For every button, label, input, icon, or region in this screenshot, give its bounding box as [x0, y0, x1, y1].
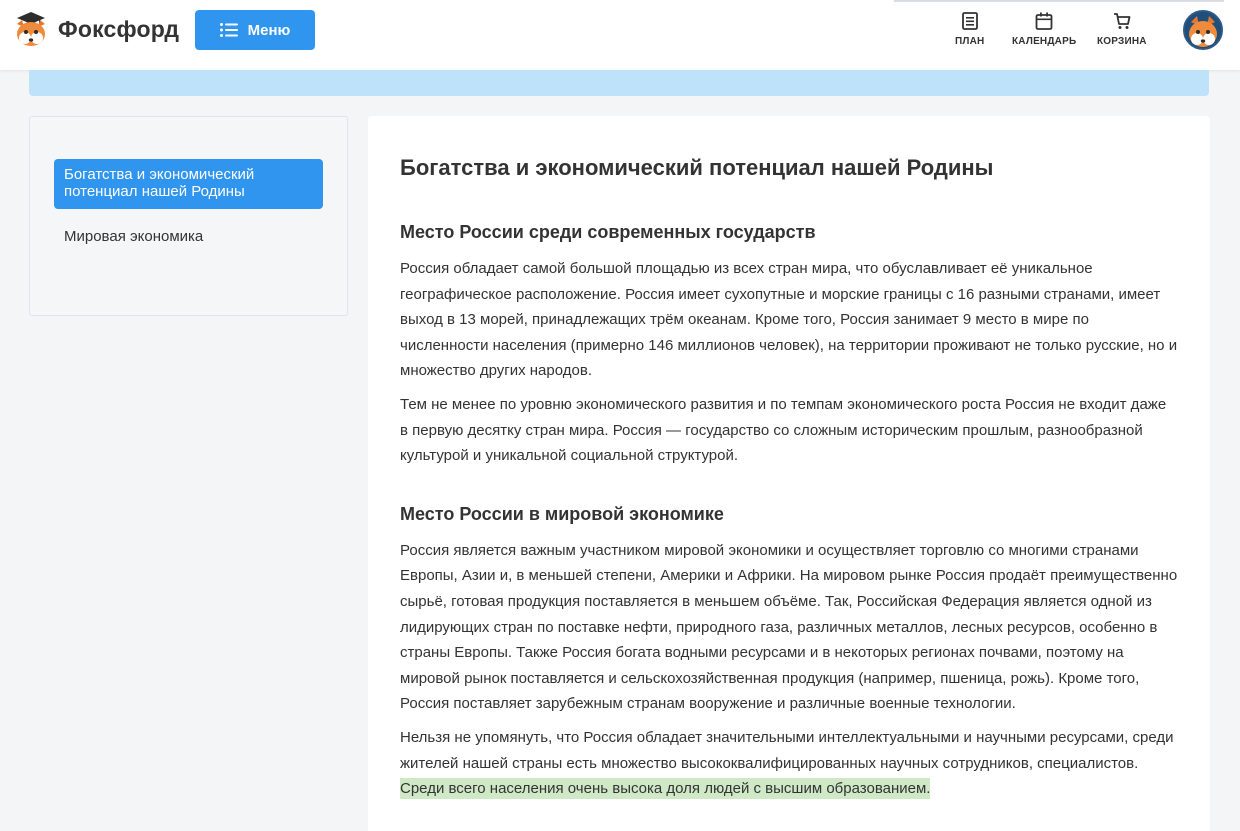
nav-calendar[interactable]	[1012, 12, 1076, 47]
paragraph: Тем не менее по уровню экономического развития и по темпам экономического роста Россия не входит даже в первую десятку стран мира. Россия — государство со сложным историческим прошлым, разнообразной культурой и уникальной социальной структурой.	[400, 395, 1167, 465]
logo[interactable]	[14, 10, 179, 48]
header-topline	[894, 0, 1224, 2]
nav-calendar-label: КАЛЕНДАРЬ	[1012, 36, 1077, 47]
section-heading: Место России среди современных государств	[400, 222, 816, 242]
paragraph-final	[400, 725, 1178, 802]
nav-plan[interactable]	[955, 12, 984, 47]
header	[0, 0, 1240, 70]
article	[368, 116, 1210, 831]
logo-text: Фоксфорд	[58, 15, 180, 42]
nav-cart-label: КОРЗИНА	[1097, 36, 1147, 47]
cart-icon	[1113, 12, 1131, 30]
paragraph-final-text: Нельзя не упомянуть, что Россия обладает значительными интеллектуальными и научными ресурсами, среди жителей нашей страны есть множество высококвалифицированных научных сотрудников, специалистов.	[400, 728, 1174, 772]
article-title: Богатства и экономический потенциал нашей Родины	[400, 155, 994, 180]
info-banner	[29, 70, 1209, 96]
paragraph: Россия обладает самой большой площадью из всех стран мира, что обуславливает её уникальное географическое расположение. Россия имеет сухопутные и морские границы с 16 разными странами, имеет выход в 13 морей, принадлежащих трём океанам. Кроме того, Россия занимает 9 место в мире по численности населения (примерно 146 миллионов человек), на территории проживают не только русские, но и множество других народов.	[400, 260, 1178, 380]
list-icon	[220, 23, 238, 37]
fox-logo-icon	[14, 10, 48, 48]
calendar-icon	[1035, 12, 1053, 30]
plan-icon	[961, 12, 979, 30]
menu-button[interactable]	[195, 10, 315, 50]
highlighted-text: Среди всего населения очень высока доля людей с высшим образованием.	[400, 780, 931, 798]
sidebar-item-active[interactable]: Богатства и экономический потенциал нашей Родины	[54, 159, 323, 209]
sidebar	[29, 116, 348, 316]
fox-avatar-icon	[1185, 12, 1221, 48]
section-heading: Место России в мировой экономике	[400, 503, 724, 524]
nav-plan-label: ПЛАН	[955, 36, 985, 47]
sidebar-item-world-economy[interactable]: Мировая экономика	[64, 228, 204, 245]
nav-cart[interactable]	[1097, 12, 1147, 47]
avatar[interactable]	[1183, 10, 1223, 50]
paragraph: Россия является важным участником мировой экономики и осуществляет торговлю со многими странами Европы, Азии и, в меньшей степени, Америки и Африки. На мировом рынке Россия продаёт преимущественно сырьё, готовая продукция поставляется в меньшем объёме. Так, Российская Федерация является одной из лидирующих стран по поставке нефти, природного газа, различных металлов, лесных ресурсов, особенно в страны Европы. Также Россия богата водными ресурсами и в некоторых регионах почвами, поэтому на мировой рынок поставляется и сельскохозяйственная продукция (например, пшеница, рожь). Кроме того, Россия поставляет зарубежным странам вооружение и различные военные технологии.	[400, 541, 1178, 713]
menu-button-label: Меню	[247, 21, 291, 39]
